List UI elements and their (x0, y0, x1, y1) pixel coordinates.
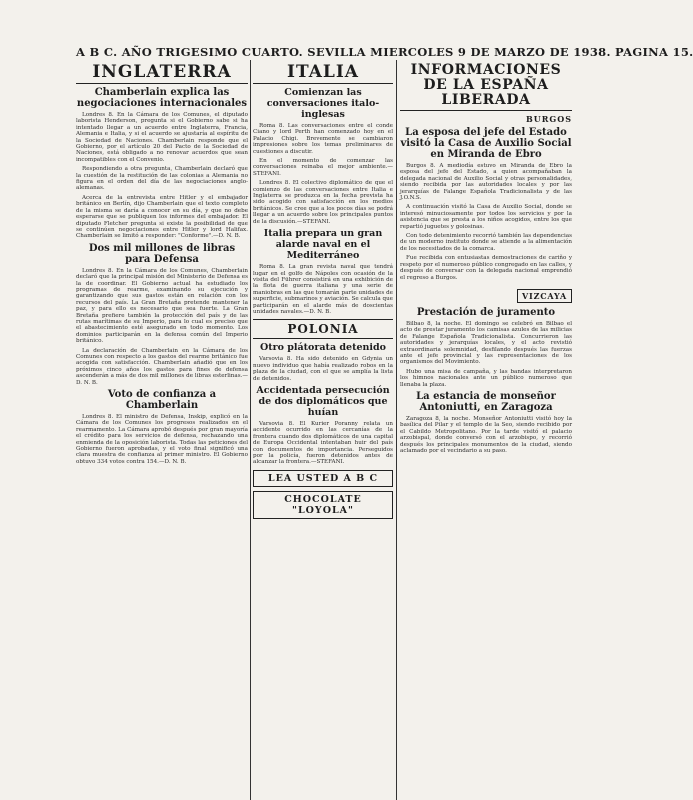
paragraph: Fue recibida con entusiastas demostraciones de cariño y respeto por el numeroso público congregado en las calles, y después de conversar con la delegada nacional emprendió el regreso a Burgos. (400, 255, 572, 281)
column-inglaterra (76, 63, 248, 800)
headline: La estancia de monseñor Antoniutti, en Zaragoza (416, 390, 556, 413)
paragraph: Londres 8. El ministro de Defensa, Inskip, explicó en la Cámara de los Comunes los progresos realizados en el rearmamento. La Cámara aprobó después por gran mayoría el crédito para los servicios de defensa, rechazando una enmienda de la oposición laborista. Todas las peticiones del Gobierno fueron aprobadas, y el voto final significó una clara muestra de confianza al primer ministro. El Gobierno obtuvo 334 votos contra 154.—D. N. B. (76, 414, 248, 465)
paragraph: Con todo detenimiento recorrió también las dependencias de un moderno instituto donde se atiende a la alimentación de los necesitados de la comarca. (400, 233, 572, 252)
paragraph: Bilbao 8, la noche. El domingo se celebró en Bilbao el acto de prestar juramento los camisas azules de las milicias de Falange Española Tradicionalista. Concurrieron las autoridades y jerarquías locales, y el acto revistió extraordinaria solemnidad, desfilando después las fuerzas ante el jefe provincial y las representaciones de los organismos del Movimiento. (400, 320, 572, 366)
paragraph: Londres 8. El colectivo diplomático de que el comienzo de las conversaciones entre Italia e Inglaterra se produzca en la fecha prevista ha sido acogido con satisfacción en los medios británicos. Se cree que a los pocos días se podrá llegar a un acuerdo sobre los principales puntos de la discusión.—STEFANI. (253, 180, 393, 225)
paragraph: Zaragoza 8, la noche. Monseñor Antoniutti visitó hoy la basílica del Pilar y el templo de la Seo, siendo recibido por el Cabildo Metropolitano. Por la tarde visitó el palacio arzobispal, donde conversó con el arzobispo, y recorrió después los principales monumentos de la ciudad, siendo aclamado por el vecindario a su paso. (400, 415, 572, 454)
paragraph: Varsovia 8. El Kurier Poranny relata un accidente ocurrido en las cercanías de la frontera cuando dos diplomáticos de una capital de Europa Occidental intentaban huir del país con documentos de importancia. Perseguidos por la policía, fueron detenidos antes de alcanzar la frontera.—STEFANI. (253, 420, 393, 466)
paragraph: Londres 8. En la Cámara de los Comunes, Chamberlain declaró que la principal misión del Ministerio de Defensa es la de coordinar. El Gobierno actual ha estudiado los programas de rearme, examinando su ejecución y garantizando que sus gastos están en relación con los recursos del país. La Gran Bretaña pretende mantener la paz, y para ello es necesario que sea fuerte. La Gran Bretaña prefiere también la protección del país y de las rutas marítimas de su Imperio, para lo cual es preciso que el abastecimiento esté asegurado en todo momento. Los dominios participarán en la defensa común del Imperio británico. (76, 267, 248, 345)
headline: La esposa del jefe del Estado visitó la Casa de Auxilio Social en Miranda de Ebro (400, 127, 572, 160)
paragraph: Hubo una misa de campaña, y las bandas interpretaron los himnos nacionales ante un público numeroso que llenaba la plaza. (400, 368, 572, 388)
column-italia-polonia (253, 63, 393, 800)
headline: Prestación de juramento (416, 306, 556, 318)
headline: Voto de confianza a Chamberlain (107, 389, 217, 412)
advertisement-abc: LEA USTED A B C (253, 470, 393, 487)
masthead: A B C. AÑO TRIGESIMO CUARTO. SEVILLA MIERCOLES 9 DE MARZO DE 1938. PAGINA 15. (76, 45, 693, 59)
section-heading: POLONIA (253, 319, 393, 339)
paragraph: Acerca de la entrevista entre Hitler y el embajador británico en Berlín, dijo Chamberlain que el texto completo de la misma se daría a conocer en su día, y que no debe esperarse que se publiquen los informes del embajador. El diputado Fletcher pregunta si existe la posibilidad de que se continúen negociaciones entre Hitler y lord Halifax. Chamberlain se limitó a responder: "Conforme".—D. N. B. (76, 194, 248, 240)
headline: Comienzan las conversaciones italo-inglesas (266, 87, 380, 120)
section-heading: INFORMACIONES DE LA ESPAÑA LIBERADA (400, 63, 572, 111)
paragraph: A continuación visitó la Casa de Auxilio Social, donde se interesó minuciosamente por todos los servicios y por la asistencia que se presta a los niños acogidos, entre los que repartió juguetes y golosinas. (400, 204, 572, 230)
paragraph: Varsovia 8. Ha sido detenido en Gdynia un nuevo individuo que había realizado robos en la plaza de la ciudad, con el que se amplía la lista de detenidos. (253, 356, 393, 382)
headline: Dos mil millones de libras para Defensa (88, 242, 236, 265)
advertisement-chocolate: CHOCOLATE "LOYOLA" (253, 491, 393, 519)
column-espana-liberada (400, 63, 572, 800)
region-tag: VIZCAYA (517, 289, 572, 303)
paragraph: Londres 8. En la Cámara de los Comunes, el diputado laborista Henderson, pregunta si el Gobierno sabe si ha intentado llegar a un acuerdo entre Inglaterra, Francia, Alemania e Italia, y si el acuerdo se ajustaría al espíritu de la Sociedad de Naciones. Chamberlain responde que el Gobierno, por el artículo 20 del Pacto de la Sociedad de Naciones, está obligado a no renovar acuerdos que sean incompatibles con el Convenio. (76, 112, 248, 163)
headline: Accidentada persecución de dos diplomáticos que huían (256, 384, 390, 418)
column-rule (396, 60, 397, 800)
paragraph: Respondiendo a otra pregunta, Chamberlain declaró que la cuestión de la restitución de las colonias a Alemania no figura en el orden del día de las negociaciones anglo-alemanas. (76, 166, 248, 192)
column-rule (250, 60, 251, 800)
section-heading: ITALIA (253, 63, 393, 84)
headline: Otro plátorata detenido (259, 342, 387, 354)
headline: Italia prepara un gran alarde naval en el Mediterráneo (263, 228, 383, 262)
paragraph: Roma 8. La gran revista naval que tendrá lugar en el golfo de Nápoles con ocasión de la visita del Führer consistirá en una exhibición de la flota de guerra italiana y una serie de maniobras en las que tomarán parte unidades de superficie, submarinos y aviación. Se calcula que participarán en el alarde más de doscientas unidades navales.—D. N. B. (253, 264, 393, 315)
section-heading: INGLATERRA (76, 63, 248, 84)
dateline-city: BURGOS (526, 114, 572, 124)
paragraph: Burgos 8. A mediodía estuvo en Miranda de Ebro la esposa del jefe del Estado, a quien acompañaban la delegada nacional de Auxilio Social y otras personalidades, siendo recibida por las autoridades locales y por las jerarquías de Falange Española Tradicionalista y de las J.O.N.S. (400, 163, 572, 202)
paragraph: En el momento de comenzar las conversaciones reinaba el mejor ambiente.—STEFANI. (253, 158, 393, 177)
paragraph: La declaración de Chamberlain en la Cámara de los Comunes con respecto a los gastos del rearme británico fue acogida con satisfacción. Chamberlain añadió que en los próximos cinco años los gastos para fines de defensa ascenderán a más de dos mil millones de libras esterlinas.—D. N. B. (76, 347, 248, 386)
paragraph: Roma 8. Las conversaciones entre el conde Ciano y lord Perth han comenzado hoy en el Palacio Chigi. Brevemente se cambiaron impresiones sobre los temas preliminares de cuestiones a discutir. (253, 123, 393, 155)
headline: Chamberlain explica las negociaciones internacionales (76, 87, 248, 109)
